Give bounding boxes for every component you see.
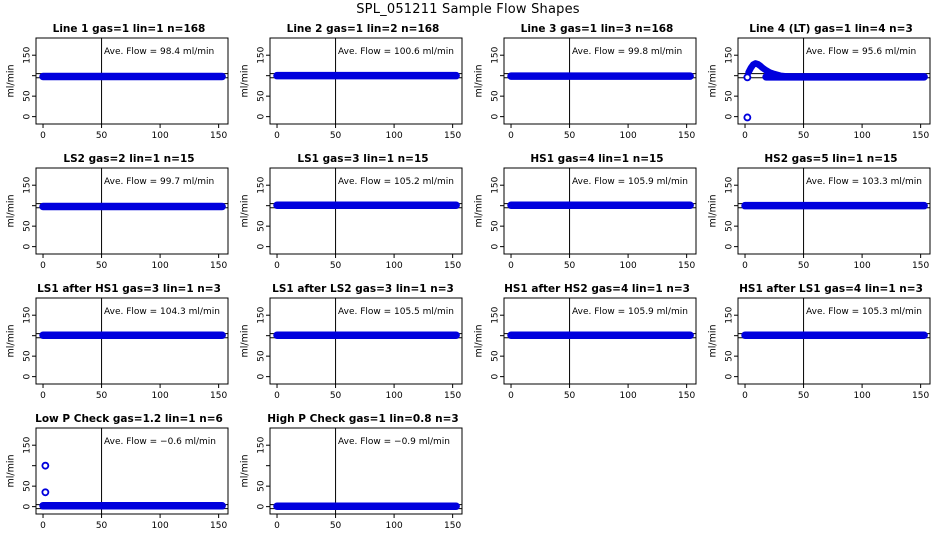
svg-text:50: 50: [563, 131, 576, 141]
svg-text:50: 50: [95, 131, 108, 141]
subplot-title: HS1 gas=4 lin=1 n=15: [530, 153, 664, 165]
svg-text:0: 0: [22, 113, 33, 120]
plot-canvas: [234, 150, 468, 280]
plot-canvas: [702, 150, 936, 280]
svg-text:150: 150: [444, 391, 462, 401]
svg-text:0: 0: [274, 131, 280, 141]
subplot-title: Line 3 gas=1 lin=3 n=168: [520, 23, 674, 35]
subplot-title: HS1 after LS1 gas=4 lin=1 n=3: [739, 283, 923, 295]
svg-text:ml/min: ml/min: [239, 454, 251, 488]
svg-text:150: 150: [490, 176, 501, 194]
svg-text:0: 0: [40, 521, 46, 531]
ave-flow-annotation: Ave. Flow = 98.4 ml/min: [104, 47, 215, 57]
subplot-title: Low P Check gas=1.2 lin=1 n=6: [35, 413, 223, 425]
empty-cell: [468, 410, 702, 540]
svg-text:50: 50: [329, 131, 342, 141]
svg-text:100: 100: [385, 521, 403, 531]
subplot-title: LS2 gas=2 lin=1 n=15: [63, 153, 195, 165]
svg-text:0: 0: [724, 113, 735, 120]
plot-canvas: [0, 410, 234, 540]
plot-canvas: [702, 280, 936, 410]
plot-canvas: [234, 410, 468, 540]
svg-text:50: 50: [256, 220, 267, 232]
figure-title: SPL_051211 Sample Flow Shapes: [356, 2, 580, 17]
plot-canvas: [702, 20, 936, 150]
svg-text:0: 0: [742, 131, 748, 141]
svg-text:50: 50: [95, 521, 108, 531]
subplot-line-1: [0, 20, 234, 150]
svg-text:50: 50: [724, 90, 735, 102]
subplot-title: LS1 after LS2 gas=3 lin=1 n=3: [272, 283, 454, 295]
svg-text:ml/min: ml/min: [473, 64, 485, 98]
subplot-low-p-check: [0, 410, 234, 540]
svg-text:0: 0: [724, 243, 735, 250]
svg-text:150: 150: [22, 176, 33, 194]
plot-canvas: [0, 150, 234, 280]
ave-flow-annotation: Ave. Flow = 105.9 ml/min: [572, 307, 688, 317]
subplot-ls1-after-ls2: [234, 280, 468, 410]
svg-text:0: 0: [724, 373, 735, 380]
svg-text:150: 150: [678, 131, 696, 141]
svg-text:50: 50: [724, 350, 735, 362]
subplot-title: HS1 after HS2 gas=4 lin=1 n=3: [504, 283, 690, 295]
svg-text:100: 100: [853, 131, 871, 141]
svg-text:50: 50: [724, 220, 735, 232]
subplot-title: Line 4 (LT) gas=1 lin=4 n=3: [749, 23, 913, 35]
svg-text:150: 150: [912, 391, 930, 401]
svg-text:ml/min: ml/min: [5, 194, 17, 228]
svg-text:100: 100: [151, 261, 169, 271]
svg-text:150: 150: [256, 46, 267, 64]
svg-text:0: 0: [256, 243, 267, 250]
svg-text:50: 50: [22, 350, 33, 362]
svg-text:50: 50: [95, 391, 108, 401]
svg-text:150: 150: [724, 46, 735, 64]
svg-text:ml/min: ml/min: [707, 324, 719, 358]
svg-text:100: 100: [151, 131, 169, 141]
svg-text:50: 50: [256, 480, 267, 492]
svg-text:0: 0: [274, 261, 280, 271]
subplot-title: Line 1 gas=1 lin=1 n=168: [52, 23, 206, 35]
svg-text:0: 0: [508, 391, 514, 401]
ave-flow-annotation: Ave. Flow = 105.5 ml/min: [338, 307, 454, 317]
subplot-title: LS1 gas=3 lin=1 n=15: [297, 153, 429, 165]
svg-text:150: 150: [256, 436, 267, 454]
ave-flow-annotation: Ave. Flow = 105.2 ml/min: [338, 177, 454, 187]
svg-text:100: 100: [619, 391, 637, 401]
svg-text:150: 150: [724, 306, 735, 324]
svg-text:50: 50: [329, 391, 342, 401]
svg-text:50: 50: [490, 90, 501, 102]
svg-text:50: 50: [22, 90, 33, 102]
svg-text:ml/min: ml/min: [5, 324, 17, 358]
svg-text:0: 0: [274, 521, 280, 531]
svg-text:150: 150: [678, 391, 696, 401]
svg-text:150: 150: [678, 261, 696, 271]
svg-text:50: 50: [256, 350, 267, 362]
svg-text:50: 50: [22, 220, 33, 232]
subplot-title: HS2 gas=5 lin=1 n=15: [764, 153, 898, 165]
plot-canvas: [0, 280, 234, 410]
svg-text:150: 150: [444, 131, 462, 141]
svg-text:50: 50: [329, 521, 342, 531]
svg-text:100: 100: [385, 261, 403, 271]
subplot-ls1-after-hs1: [0, 280, 234, 410]
svg-text:100: 100: [619, 261, 637, 271]
svg-text:150: 150: [444, 521, 462, 531]
svg-text:50: 50: [490, 220, 501, 232]
svg-text:0: 0: [40, 391, 46, 401]
svg-text:0: 0: [40, 261, 46, 271]
svg-text:150: 150: [210, 261, 228, 271]
svg-text:150: 150: [210, 521, 228, 531]
svg-text:100: 100: [151, 391, 169, 401]
svg-text:0: 0: [742, 261, 748, 271]
svg-text:150: 150: [444, 261, 462, 271]
svg-text:100: 100: [151, 521, 169, 531]
subplot-high-p-check: [234, 410, 468, 540]
svg-text:ml/min: ml/min: [707, 194, 719, 228]
svg-text:150: 150: [22, 436, 33, 454]
svg-text:0: 0: [256, 503, 267, 510]
svg-text:100: 100: [385, 131, 403, 141]
subplot-title: High P Check gas=1 lin=0.8 n=3: [267, 413, 459, 425]
svg-text:150: 150: [256, 306, 267, 324]
ave-flow-annotation: Ave. Flow = 105.9 ml/min: [572, 177, 688, 187]
subplot-hs1-after-hs2: [468, 280, 702, 410]
svg-text:150: 150: [256, 176, 267, 194]
ave-flow-annotation: Ave. Flow = −0.6 ml/min: [104, 437, 217, 447]
svg-text:50: 50: [563, 261, 576, 271]
svg-text:50: 50: [329, 261, 342, 271]
svg-text:ml/min: ml/min: [473, 324, 485, 358]
subplot-ls2: [0, 150, 234, 280]
ave-flow-annotation: Ave. Flow = 95.6 ml/min: [806, 47, 917, 57]
subplot-title: Line 2 gas=1 lin=2 n=168: [286, 23, 440, 35]
svg-text:50: 50: [797, 391, 810, 401]
svg-text:100: 100: [853, 391, 871, 401]
svg-text:50: 50: [256, 90, 267, 102]
subplot-line-2: [234, 20, 468, 150]
subplot-hs1-after-ls1: [702, 280, 936, 410]
ave-flow-annotation: Ave. Flow = 103.3 ml/min: [806, 177, 922, 187]
svg-text:0: 0: [256, 113, 267, 120]
svg-text:50: 50: [563, 391, 576, 401]
svg-text:100: 100: [385, 391, 403, 401]
plot-canvas: [468, 20, 702, 150]
svg-text:0: 0: [508, 261, 514, 271]
svg-text:150: 150: [210, 131, 228, 141]
svg-text:100: 100: [619, 131, 637, 141]
plot-canvas: [0, 20, 234, 150]
subplot-hs2: [702, 150, 936, 280]
svg-text:0: 0: [742, 391, 748, 401]
svg-text:0: 0: [490, 243, 501, 250]
svg-text:150: 150: [490, 306, 501, 324]
svg-text:ml/min: ml/min: [5, 64, 17, 98]
svg-text:0: 0: [22, 243, 33, 250]
svg-text:50: 50: [797, 131, 810, 141]
svg-text:ml/min: ml/min: [707, 64, 719, 98]
ave-flow-annotation: Ave. Flow = 100.6 ml/min: [338, 47, 454, 57]
svg-text:ml/min: ml/min: [239, 324, 251, 358]
subplot-title: LS1 after HS1 gas=3 lin=1 n=3: [37, 283, 221, 295]
subplot-hs1: [468, 150, 702, 280]
svg-text:50: 50: [95, 261, 108, 271]
plot-canvas: [234, 280, 468, 410]
svg-text:150: 150: [490, 46, 501, 64]
svg-text:0: 0: [490, 373, 501, 380]
plot-grid: [0, 20, 936, 540]
svg-text:150: 150: [912, 131, 930, 141]
subplot-line-3: [468, 20, 702, 150]
plot-canvas: [234, 20, 468, 150]
svg-text:ml/min: ml/min: [239, 194, 251, 228]
svg-text:150: 150: [210, 391, 228, 401]
svg-text:0: 0: [40, 131, 46, 141]
svg-text:ml/min: ml/min: [473, 194, 485, 228]
ave-flow-annotation: Ave. Flow = −0.9 ml/min: [338, 437, 451, 447]
svg-text:0: 0: [256, 373, 267, 380]
svg-text:50: 50: [490, 350, 501, 362]
plot-canvas: [468, 280, 702, 410]
subplot-ls1: [234, 150, 468, 280]
svg-text:150: 150: [22, 306, 33, 324]
svg-text:50: 50: [22, 480, 33, 492]
ave-flow-annotation: Ave. Flow = 104.3 ml/min: [104, 307, 220, 317]
svg-text:0: 0: [274, 391, 280, 401]
svg-text:0: 0: [508, 131, 514, 141]
svg-text:0: 0: [22, 503, 33, 510]
svg-text:150: 150: [22, 46, 33, 64]
svg-text:ml/min: ml/min: [239, 64, 251, 98]
svg-text:0: 0: [490, 113, 501, 120]
ave-flow-annotation: Ave. Flow = 105.3 ml/min: [806, 307, 922, 317]
plot-canvas: [468, 150, 702, 280]
svg-text:50: 50: [797, 261, 810, 271]
empty-cell: [702, 410, 936, 540]
svg-text:100: 100: [853, 261, 871, 271]
ave-flow-annotation: Ave. Flow = 99.8 ml/min: [572, 47, 683, 57]
svg-text:150: 150: [724, 176, 735, 194]
svg-text:150: 150: [912, 261, 930, 271]
svg-text:ml/min: ml/min: [5, 454, 17, 488]
svg-text:0: 0: [22, 373, 33, 380]
subplot-line-4-lt: [702, 20, 936, 150]
ave-flow-annotation: Ave. Flow = 99.7 ml/min: [104, 177, 215, 187]
